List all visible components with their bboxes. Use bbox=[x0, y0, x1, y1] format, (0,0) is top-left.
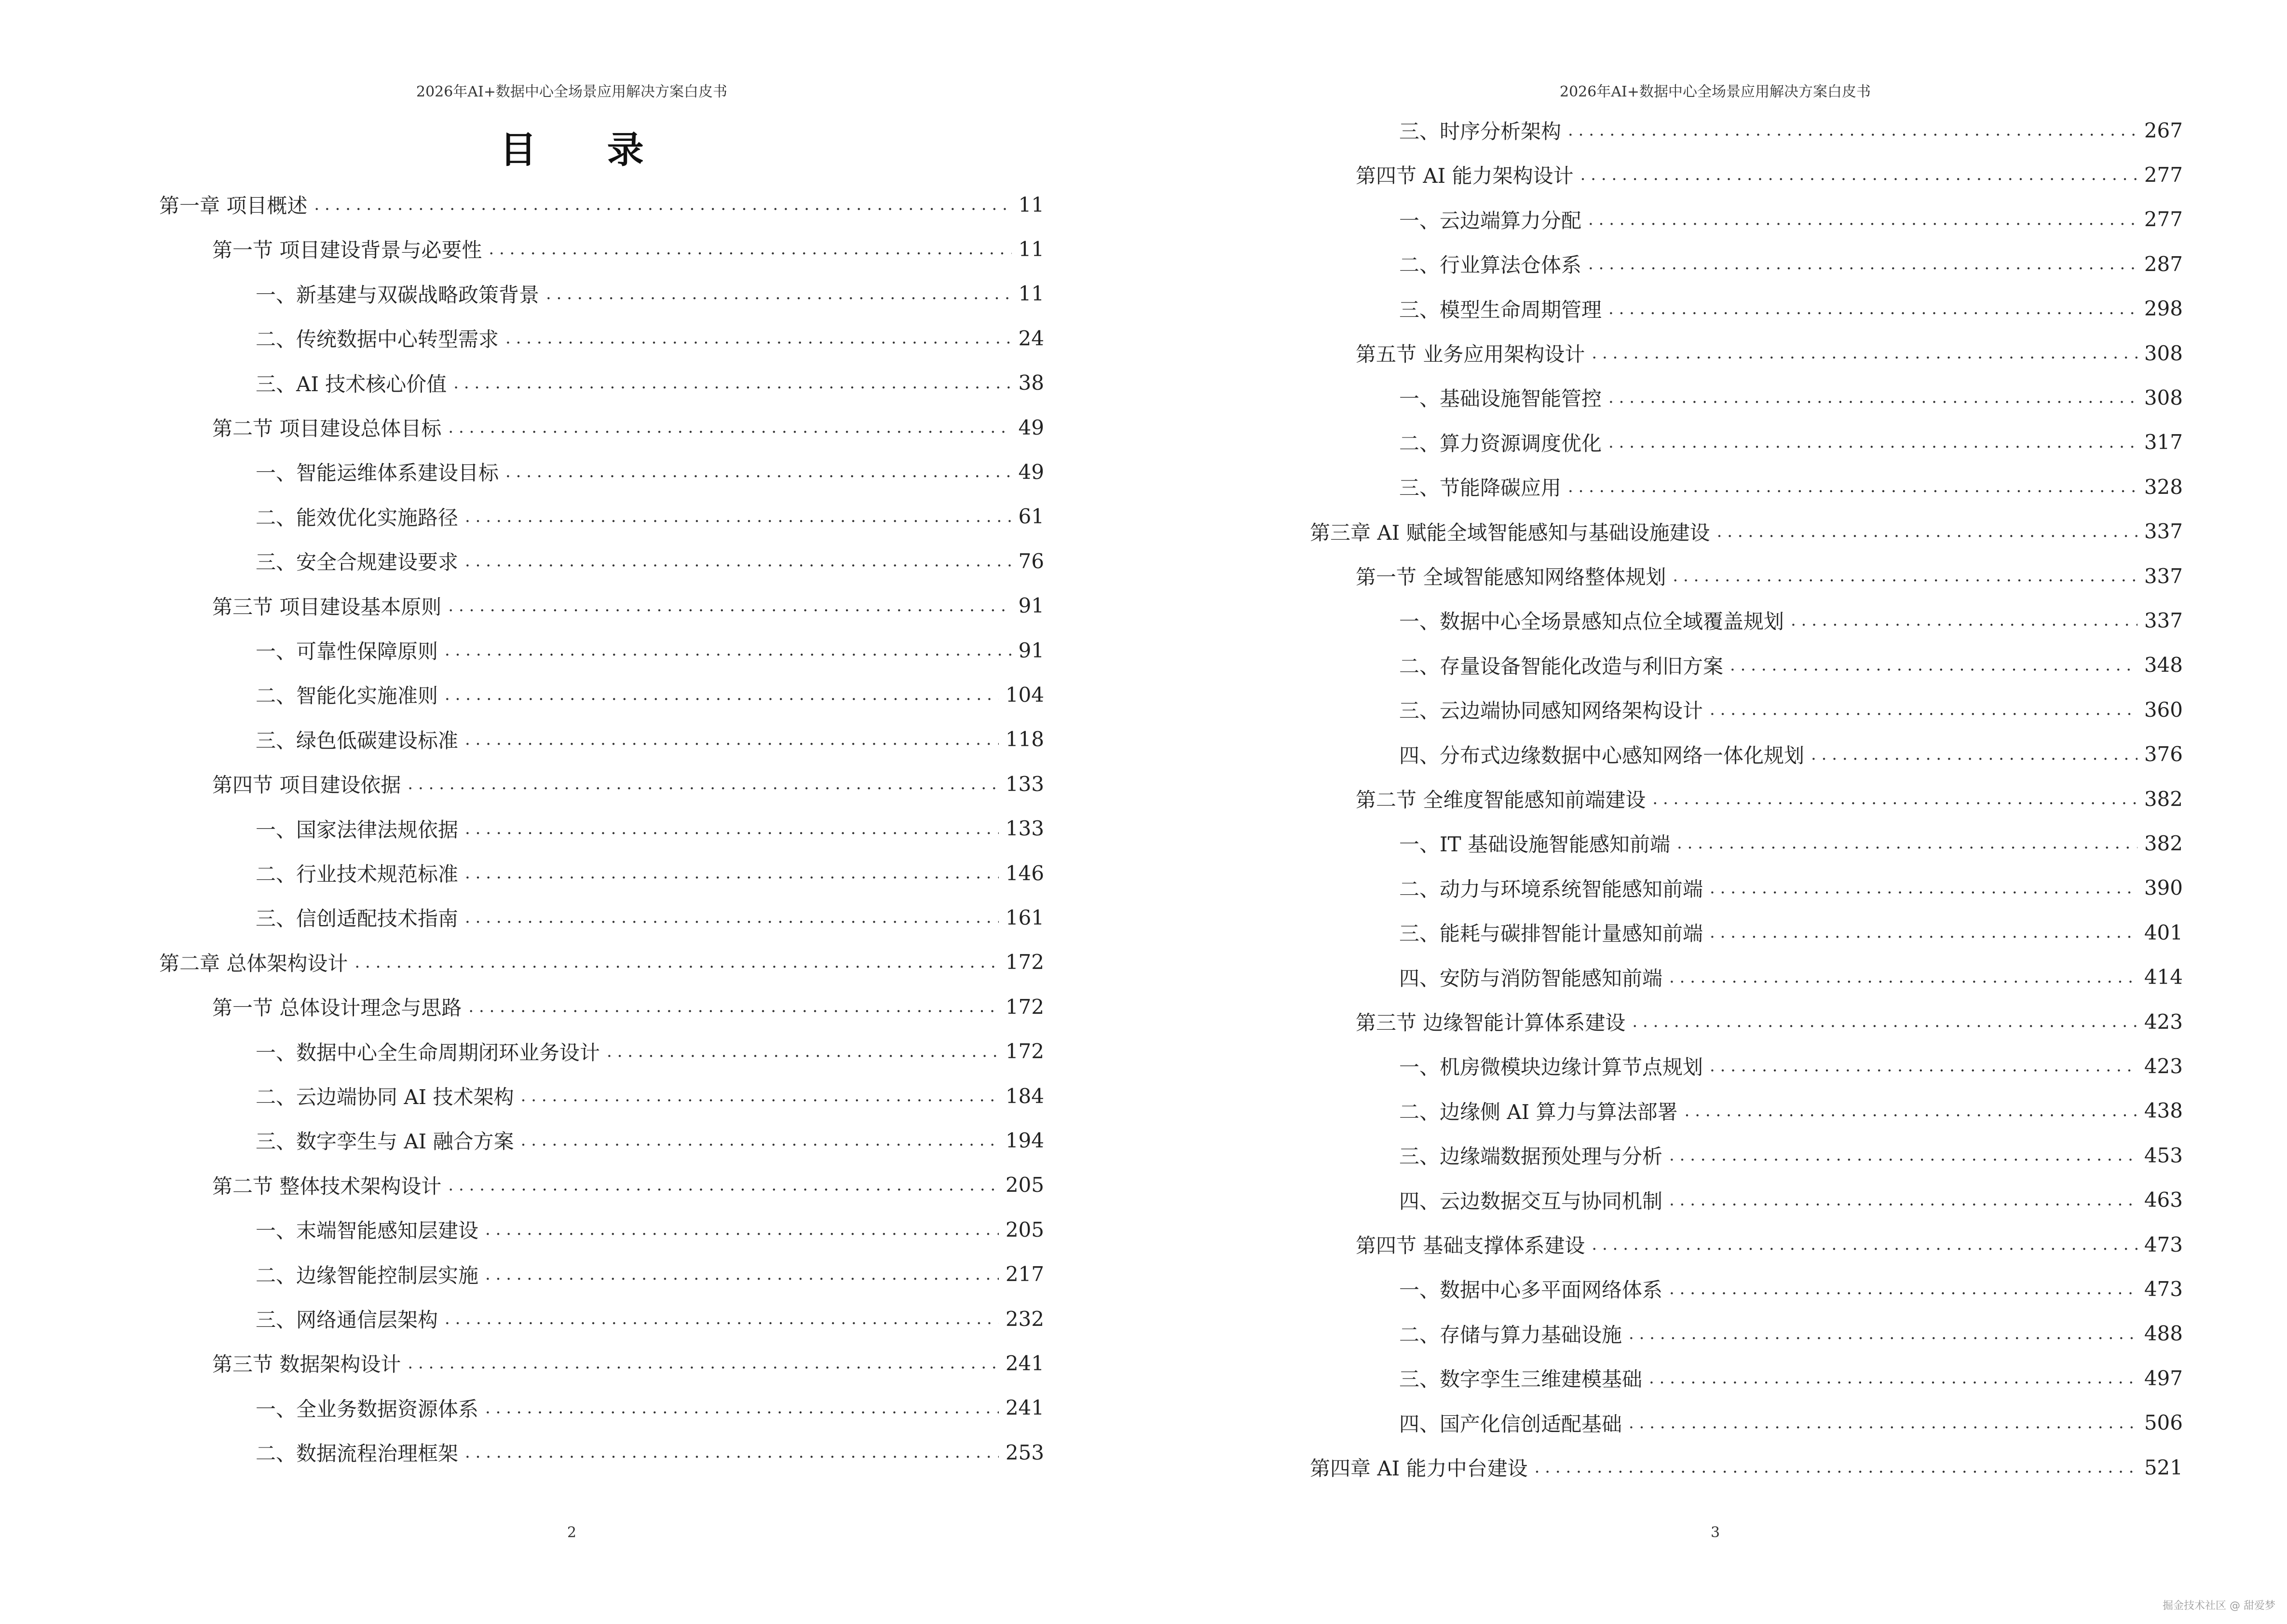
toc-entry-page: 382 bbox=[2144, 787, 2183, 811]
toc-entry[interactable] bbox=[1356, 784, 2183, 813]
toc-entry-page: 241 bbox=[1005, 1351, 1044, 1375]
toc-entry[interactable] bbox=[212, 769, 1044, 798]
toc-entry-title: 第一节 总体设计理念与思路 bbox=[212, 996, 462, 1020]
toc-entry-page: 232 bbox=[1005, 1307, 1044, 1331]
toc-entry[interactable] bbox=[1399, 294, 2183, 323]
dot-leader bbox=[465, 725, 999, 754]
toc-entry[interactable] bbox=[1399, 116, 2183, 145]
dot-leader bbox=[1811, 740, 2137, 769]
toc-entry[interactable] bbox=[256, 725, 1044, 754]
dot-leader bbox=[1669, 1141, 2137, 1170]
toc-entry-title: 三、数字孪生三维建模基础 bbox=[1399, 1367, 1643, 1392]
dot-leader bbox=[408, 1349, 998, 1378]
dot-leader bbox=[1669, 963, 2137, 992]
dot-leader bbox=[1608, 294, 2137, 323]
toc-entry-page: 497 bbox=[2144, 1366, 2183, 1390]
toc-entry[interactable] bbox=[1310, 517, 2183, 546]
dot-leader bbox=[1608, 428, 2137, 457]
toc-entry-page: 298 bbox=[2144, 297, 2183, 321]
dot-leader bbox=[448, 1171, 998, 1200]
toc-entry[interactable] bbox=[1399, 428, 2183, 457]
toc-entry-title: 一、数据中心多平面网络体系 bbox=[1399, 1278, 1663, 1302]
toc-entry-title: 二、智能化实施准则 bbox=[256, 684, 438, 708]
toc-entry-page: 161 bbox=[1005, 905, 1044, 929]
toc-entry-title: 二、云边端协同 AI 技术架构 bbox=[256, 1085, 514, 1109]
toc-entry-title: 一、国家法律法规依据 bbox=[256, 818, 459, 842]
dot-leader bbox=[1669, 1274, 2137, 1303]
toc-entry-title: 三、节能降碳应用 bbox=[1399, 476, 1562, 500]
toc-entry-title: 一、全业务数据资源体系 bbox=[256, 1397, 479, 1421]
dot-leader bbox=[1717, 517, 2137, 546]
toc-entry-page: 241 bbox=[1005, 1396, 1044, 1420]
toc-entry-title: 二、动力与环境系统智能感知前端 bbox=[1399, 877, 1703, 901]
toc-entry-title: 三、信创适配技术指南 bbox=[256, 907, 459, 931]
dot-leader bbox=[1669, 1186, 2137, 1215]
toc-entry[interactable] bbox=[256, 1260, 1044, 1289]
dot-leader bbox=[485, 1260, 999, 1289]
toc-entry[interactable] bbox=[212, 591, 1044, 620]
toc-entry[interactable] bbox=[212, 413, 1044, 442]
dot-leader bbox=[1632, 1007, 2137, 1036]
toc-entry-title: 二、行业算法仓体系 bbox=[1399, 253, 1582, 277]
toc-entry[interactable] bbox=[1310, 1453, 2183, 1482]
toc-entry-page: 376 bbox=[2144, 742, 2183, 766]
dot-leader bbox=[314, 190, 1011, 219]
toc-entry-title: 三、时序分析架构 bbox=[1399, 120, 1562, 143]
toc-entry-title: 一、数据中心全生命周期闭环业务设计 bbox=[256, 1040, 600, 1064]
toc-entry-title: 第三节 项目建设基本原则 bbox=[212, 595, 442, 619]
dot-leader bbox=[1588, 249, 2137, 278]
toc-entry[interactable] bbox=[1399, 383, 2183, 412]
watermark: 掘金技术社区 @ 甜爱梦 bbox=[2163, 1600, 2275, 1612]
toc-entry-page: 337 bbox=[2144, 564, 2183, 588]
toc-entry-page: 328 bbox=[2144, 475, 2183, 499]
toc-entry[interactable] bbox=[256, 903, 1044, 932]
toc-entry[interactable] bbox=[212, 1171, 1044, 1200]
dot-leader bbox=[1710, 873, 2137, 902]
dot-leader bbox=[1568, 116, 2137, 145]
toc-entry-page: 521 bbox=[2144, 1455, 2183, 1479]
toc-entry[interactable] bbox=[1399, 740, 2183, 769]
toc-entry[interactable] bbox=[1399, 918, 2183, 947]
toc-entry-title: 一、数据中心全场景感知点位全域覆盖规划 bbox=[1399, 610, 1784, 634]
toc-entry[interactable] bbox=[1399, 606, 2183, 635]
toc-entry-title: 二、算力资源调度优化 bbox=[1399, 431, 1602, 455]
toc-entry-page: 401 bbox=[2144, 920, 2183, 944]
toc-entry-title: 第四节 基础支撑体系建设 bbox=[1356, 1234, 1585, 1257]
toc-entry-page: 317 bbox=[2144, 430, 2183, 454]
dot-leader bbox=[1710, 918, 2137, 947]
dot-leader bbox=[521, 1126, 999, 1155]
toc-entry-page: 453 bbox=[2144, 1143, 2183, 1167]
dot-leader bbox=[485, 1393, 999, 1422]
toc-entry-page: 360 bbox=[2144, 697, 2183, 722]
dot-leader bbox=[1629, 1319, 2137, 1348]
toc-entry-page: 118 bbox=[1005, 727, 1044, 751]
dot-leader bbox=[1588, 205, 2137, 234]
toc-entry-title: 三、能耗与碳排智能计量感知前端 bbox=[1399, 922, 1703, 946]
dot-leader bbox=[546, 279, 1012, 308]
toc-entry-page: 104 bbox=[1005, 682, 1044, 707]
toc-entry[interactable] bbox=[256, 680, 1044, 709]
dot-leader bbox=[521, 1081, 999, 1110]
toc-entry-page: 488 bbox=[2144, 1322, 2183, 1346]
toc-entry-page: 49 bbox=[1018, 415, 1044, 439]
toc-entry-page: 308 bbox=[2144, 385, 2183, 409]
toc-entry-title: 三、网络通信层架构 bbox=[256, 1308, 438, 1332]
toc-entry-page: 11 bbox=[1018, 237, 1044, 261]
toc-entry-page: 277 bbox=[2144, 207, 2183, 232]
toc-entry-page: 473 bbox=[2144, 1232, 2183, 1256]
toc-entry-title: 三、AI 技术核心价值 bbox=[256, 372, 447, 396]
page-number: 2 bbox=[567, 1524, 577, 1541]
toc-entry-title: 二、数据流程治理框架 bbox=[256, 1442, 459, 1466]
toc-entry[interactable] bbox=[1399, 829, 2183, 858]
toc-entry[interactable] bbox=[1399, 695, 2183, 724]
dot-leader bbox=[448, 591, 1011, 620]
page-number: 3 bbox=[1710, 1524, 1720, 1541]
toc-entry-title: 二、存量设备智能化改造与利旧方案 bbox=[1399, 654, 1724, 678]
toc-entry[interactable] bbox=[159, 948, 1044, 977]
toc-entry-title: 三、边缘端数据预处理与分析 bbox=[1399, 1145, 1663, 1169]
toc-entry-title: 第二章 总体架构设计 bbox=[159, 951, 348, 975]
dot-leader bbox=[408, 769, 998, 798]
toc-entry[interactable] bbox=[256, 1438, 1044, 1467]
toc-entry-title: 一、云边端算力分配 bbox=[1399, 208, 1582, 232]
toc-entry-page: 390 bbox=[2144, 876, 2183, 900]
toc-entry[interactable] bbox=[159, 190, 1044, 219]
toc-entry-page: 277 bbox=[2144, 163, 2183, 187]
toc-entry-page: 146 bbox=[1005, 861, 1044, 885]
toc-entry-title: 四、分布式边缘数据中心感知网络一体化规划 bbox=[1399, 743, 1805, 767]
toc-entry-page: 308 bbox=[2144, 341, 2183, 365]
toc-entry[interactable] bbox=[1399, 1186, 2183, 1215]
toc-entry-title: 一、IT 基础设施智能感知前端 bbox=[1399, 832, 1670, 857]
toc-entry-title: 二、边缘智能控制层实施 bbox=[256, 1263, 479, 1287]
dot-leader bbox=[445, 680, 999, 709]
toc-entry[interactable] bbox=[1399, 1051, 2183, 1080]
dot-leader bbox=[1685, 1096, 2137, 1125]
toc-entry[interactable] bbox=[212, 992, 1044, 1021]
toc-entry[interactable] bbox=[256, 279, 1044, 308]
toc-entry[interactable] bbox=[1356, 1007, 2183, 1036]
dot-leader bbox=[1568, 472, 2137, 501]
toc-entry-page: 438 bbox=[2144, 1099, 2183, 1123]
dot-leader bbox=[465, 814, 999, 843]
toc-entry-title: 第三节 数据架构设计 bbox=[212, 1352, 401, 1377]
toc-entry-page: 172 bbox=[1005, 950, 1044, 974]
toc-entry-page: 49 bbox=[1018, 460, 1044, 484]
dot-leader bbox=[607, 1037, 999, 1066]
toc-entry-title: 一、机房微模块边缘计算节点规划 bbox=[1399, 1055, 1703, 1079]
toc-entry-title: 三、模型生命周期管理 bbox=[1399, 298, 1602, 322]
toc-entry-page: 133 bbox=[1005, 772, 1044, 796]
dot-leader bbox=[1710, 1051, 2137, 1080]
toc-entry[interactable] bbox=[212, 1349, 1044, 1378]
dot-leader bbox=[1629, 1408, 2137, 1437]
dot-leader bbox=[505, 324, 1012, 353]
toc-entry[interactable] bbox=[1399, 472, 2183, 501]
toc-entry-page: 337 bbox=[2144, 608, 2183, 632]
toc-entry-page: 267 bbox=[2144, 118, 2183, 142]
toc-entry[interactable] bbox=[1399, 1408, 2183, 1437]
toc-entry[interactable] bbox=[256, 1215, 1044, 1244]
toc-entry-page: 473 bbox=[2144, 1277, 2183, 1301]
toc-entry-title: 第四章 AI 能力中台建设 bbox=[1310, 1457, 1528, 1480]
toc-entry-title: 二、行业技术规范标准 bbox=[256, 862, 459, 886]
dot-leader bbox=[354, 948, 998, 977]
toc-entry[interactable] bbox=[256, 502, 1044, 531]
toc-entry-page: 463 bbox=[2144, 1188, 2183, 1212]
dot-leader bbox=[465, 903, 999, 932]
toc-entry-page: 194 bbox=[1005, 1128, 1044, 1152]
dot-leader bbox=[489, 234, 1011, 263]
toc-entry-page: 287 bbox=[2144, 252, 2183, 276]
toc-entry[interactable] bbox=[256, 1081, 1044, 1110]
toc-entry-page: 11 bbox=[1018, 192, 1044, 217]
toc-entry-title: 三、安全合规建设要求 bbox=[256, 550, 459, 574]
dot-leader bbox=[505, 457, 1012, 486]
dot-leader bbox=[465, 859, 999, 887]
toc-entry-title: 三、云边端协同感知网络架构设计 bbox=[1399, 699, 1703, 723]
dot-leader bbox=[1580, 160, 2137, 189]
toc-entry-title: 第三章 AI 赋能全域智能感知与基础设施建设 bbox=[1310, 520, 1710, 545]
toc-entry[interactable] bbox=[1399, 1141, 2183, 1170]
toc-entry[interactable] bbox=[256, 636, 1044, 665]
toc-entry-page: 38 bbox=[1018, 371, 1044, 395]
right-page bbox=[1144, 0, 2287, 1624]
toc-entry[interactable] bbox=[1356, 561, 2183, 590]
toc-entry-title: 一、智能运维体系建设目标 bbox=[256, 461, 499, 485]
toc-entry[interactable] bbox=[1356, 1230, 2183, 1259]
toc-entry-title: 一、基础设施智能管控 bbox=[1399, 387, 1602, 411]
toc-entry-title: 二、能效优化实施路径 bbox=[256, 505, 459, 530]
toc-entry-title: 第四节 项目建设依据 bbox=[212, 773, 401, 797]
toc-entry-title: 一、末端智能感知层建设 bbox=[256, 1219, 479, 1243]
toc-entry-page: 423 bbox=[2144, 1010, 2183, 1034]
toc-entry[interactable] bbox=[256, 457, 1044, 486]
toc-entry-page: 61 bbox=[1018, 505, 1044, 529]
toc-entry-title: 二、边缘侧 AI 算力与算法部署 bbox=[1399, 1100, 1678, 1124]
toc-entry-title: 第一节 全域智能感知网络整体规划 bbox=[1356, 565, 1666, 589]
toc-entry-page: 172 bbox=[1005, 1039, 1044, 1064]
toc-entry[interactable] bbox=[256, 814, 1044, 843]
dot-leader bbox=[465, 1438, 999, 1467]
toc-entry[interactable] bbox=[212, 234, 1044, 263]
toc-entry[interactable] bbox=[256, 546, 1044, 575]
running-header: 2026年AI+数据中心全场景应用解决方案白皮书 bbox=[1560, 83, 1871, 100]
dot-leader bbox=[1652, 784, 2137, 813]
toc-entry-title: 第二节 整体技术架构设计 bbox=[212, 1174, 442, 1198]
dot-leader bbox=[1535, 1453, 2137, 1482]
dot-leader bbox=[1710, 695, 2137, 724]
toc-entry[interactable] bbox=[256, 859, 1044, 887]
dot-leader bbox=[468, 992, 998, 1021]
toc-entry-title: 第二节 项目建设总体目标 bbox=[212, 417, 442, 440]
toc-entry[interactable] bbox=[1399, 1274, 2183, 1303]
dot-leader bbox=[448, 413, 1011, 442]
dot-leader bbox=[453, 368, 1011, 397]
toc-entry-title: 二、存储与算力基础设施 bbox=[1399, 1323, 1622, 1347]
toc-entry[interactable] bbox=[1399, 651, 2183, 680]
toc-entry-page: 76 bbox=[1018, 549, 1044, 573]
dot-leader bbox=[1677, 829, 2137, 858]
toc-entry-page: 91 bbox=[1018, 638, 1044, 662]
toc-entry-page: 506 bbox=[2144, 1411, 2183, 1435]
toc-entry-page: 91 bbox=[1018, 594, 1044, 618]
toc-entry-page: 172 bbox=[1005, 995, 1044, 1019]
dot-leader bbox=[1592, 339, 2137, 368]
toc-entry-title: 三、绿色低碳建设标准 bbox=[256, 728, 459, 752]
toc-entry[interactable] bbox=[256, 1304, 1044, 1333]
toc-entry-page: 414 bbox=[2144, 965, 2183, 989]
toc-entry-page: 11 bbox=[1018, 282, 1044, 306]
toc-entry[interactable] bbox=[1399, 873, 2183, 902]
dot-leader bbox=[1649, 1364, 2137, 1392]
dot-leader bbox=[1608, 383, 2137, 412]
toc-entry[interactable] bbox=[1399, 1096, 2183, 1125]
toc-entry-title: 四、云边数据交互与协同机制 bbox=[1399, 1189, 1663, 1213]
dot-leader bbox=[1673, 561, 2137, 590]
toc-entry-title: 第一节 项目建设背景与必要性 bbox=[212, 238, 482, 262]
toc-entry[interactable] bbox=[1399, 1319, 2183, 1348]
toc-entry-page: 348 bbox=[2144, 653, 2183, 677]
toc-entry-page: 253 bbox=[1005, 1440, 1044, 1464]
toc-title: 目 录 bbox=[500, 128, 673, 171]
toc-entry-title: 第二节 全维度智能感知前端建设 bbox=[1356, 788, 1646, 812]
toc-entry[interactable] bbox=[1399, 1364, 2183, 1392]
toc-entry[interactable] bbox=[256, 324, 1044, 353]
toc-entry-title: 一、可靠性保障原则 bbox=[256, 640, 438, 663]
toc-entry-page: 423 bbox=[2144, 1054, 2183, 1078]
dot-leader bbox=[465, 546, 1012, 575]
dot-leader bbox=[445, 1304, 999, 1333]
toc-entry[interactable] bbox=[256, 368, 1044, 397]
toc-entry-page: 382 bbox=[2144, 831, 2183, 855]
dot-leader bbox=[1791, 606, 2137, 635]
toc-entry[interactable] bbox=[1356, 339, 2183, 368]
toc-entry[interactable] bbox=[256, 1126, 1044, 1155]
toc-entry[interactable] bbox=[1399, 205, 2183, 234]
toc-entry[interactable] bbox=[1399, 249, 2183, 278]
toc-entry-title: 三、数字孪生与 AI 融合方案 bbox=[256, 1130, 514, 1154]
toc-entry-title: 第五节 业务应用架构设计 bbox=[1356, 342, 1585, 366]
toc-entry-page: 217 bbox=[1005, 1262, 1044, 1286]
toc-entry-page: 337 bbox=[2144, 519, 2183, 544]
dot-leader bbox=[445, 636, 1012, 665]
toc-entry-page: 184 bbox=[1005, 1084, 1044, 1108]
toc-entry-title: 第一章 项目概述 bbox=[159, 194, 308, 218]
toc-entry[interactable] bbox=[1356, 160, 2183, 189]
toc-entry-page: 205 bbox=[1005, 1173, 1044, 1197]
dot-leader bbox=[465, 502, 1012, 531]
toc-entry-title: 二、传统数据中心转型需求 bbox=[256, 328, 499, 352]
toc-entry-page: 24 bbox=[1018, 326, 1044, 350]
dot-leader bbox=[485, 1215, 999, 1244]
toc-entry-page: 133 bbox=[1005, 817, 1044, 841]
toc-entry-title: 四、国产化信创适配基础 bbox=[1399, 1412, 1622, 1436]
dot-leader bbox=[1730, 651, 2137, 680]
running-header: 2026年AI+数据中心全场景应用解决方案白皮书 bbox=[416, 83, 727, 100]
toc-entry-title: 四、安防与消防智能感知前端 bbox=[1399, 966, 1663, 990]
toc-entry-title: 一、新基建与双碳战略政策背景 bbox=[256, 283, 540, 307]
toc-entry-title: 第三节 边缘智能计算体系建设 bbox=[1356, 1011, 1626, 1035]
dot-leader bbox=[1592, 1230, 2137, 1259]
toc-entry-title: 第四节 AI 能力架构设计 bbox=[1356, 164, 1574, 188]
toc-entry-page: 205 bbox=[1005, 1217, 1044, 1242]
toc-entry[interactable] bbox=[1399, 963, 2183, 992]
toc-entry[interactable] bbox=[256, 1393, 1044, 1422]
toc-entry[interactable] bbox=[256, 1037, 1044, 1066]
